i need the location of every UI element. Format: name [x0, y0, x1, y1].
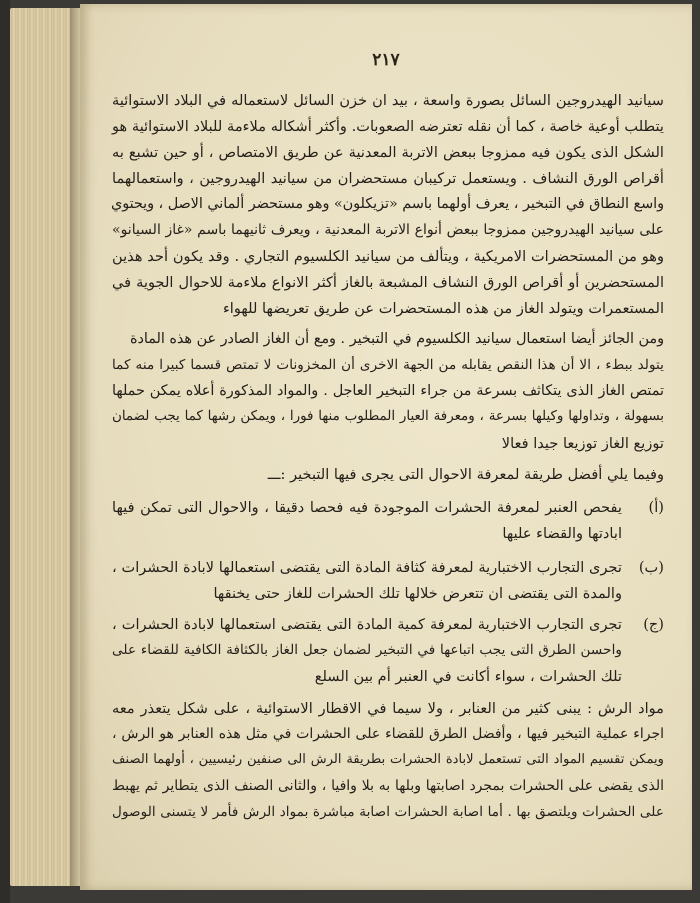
text-line: توزيع الغاز توزيعا جيدا فعالا	[501, 435, 664, 452]
list-marker: (ج)	[643, 616, 664, 633]
text-line: وفيما يلي أفضل طريقة لمعرفة الاحوال التى يجرى فيها التبخير :ـــ	[267, 466, 664, 483]
text-line: والمدة التى يقتضى ان تتعرض خلالها تلك الحشرات للغاز حتى يخنقها	[213, 585, 622, 602]
list-marker: (ب)	[638, 559, 664, 576]
text-line: يتطلب أوعية خاصة ، كما أن نقله تعترضه الصعوبات. وأكثر أشكاله ملاءمة للبلاد الاستوائية هو	[112, 118, 664, 135]
text-line: ابادتها والقضاء عليها	[502, 525, 622, 542]
text-line: وهو من المستحضرات الامريكية ، ويتألف من سيانيد الكلسيوم التجاري . وقد يكون أحد هذين	[112, 248, 664, 265]
page-edges	[10, 8, 78, 886]
text-line: واحسن الطرق التى يجب اتباعها في التبخير لضمان جعل الغاز بالكثافة الكافية للقضاء على	[112, 642, 622, 658]
text-line: يتولد ببطء ، الا أن هذا النقص يقابله من الجهة الاخرى أن المخزونات لا تمتص قسما كبيرا منه كما	[112, 357, 664, 373]
text-line: واسع النطاق في التبخير ، يعرف أولهما باسم «تزيكلون» وهو مستحضر ألماني الاصل ، ويحتوي	[111, 196, 664, 212]
text-line: على سيانيد الهيدروجين ممزوجا ببعض أنواع الاتربة المعدنية ، ويعرف ثانيهما باسم «غاز السيانو»	[112, 222, 664, 238]
text-line: مواد الرش : يبنى كثير من العنابر ، ولا سيما في الاقطار الاستوائية ، على شكل يتعذر معه	[112, 700, 664, 717]
text-line: اجراء عملية التبخير فيها ، وأفضل الطرق للقضاء على الحشرات في مثل هذه العنابر هو الرش ،	[112, 726, 664, 742]
text-line: تلك الحشرات ، سواء أكانت في العنبر أم بين السلع	[314, 668, 622, 685]
book-cover-edge	[0, 0, 10, 903]
text-line: المستحضرين أو أقراص الورق النشاف المشبعة بالغاز أكثر الانواع ملاءمة للاحوال الجوية في	[112, 274, 664, 291]
text-line: بسهولة ، وتداولها وكيلها بسرعة ، ومعرفة العيار المطلوب منها فورا ، ويمكن رشها كما يجب لضمان	[112, 409, 664, 424]
text-line: الذى يقضى على الحشرات بمجرد اصابتها وبلها به بلا وافيا ، والثانى الصنف الذى يتطاير ثم يهبط	[112, 778, 664, 794]
text-line: ومن الجائز أيضا استعمال سيانيد الكلسيوم في التبخير . ومع أن الغاز الصادر عن هذه المادة	[130, 331, 664, 347]
text-line: تجرى التجارب الاختبارية لمعرفة كمية المادة التى يقتضى استعمالها لابادة الحشرات ،	[112, 616, 622, 633]
text-line: يفحص العنبر لمعرفة الحشرات الموجودة فيه فحصا دقيقا ، والاحوال التى تمكن فيها	[112, 499, 622, 516]
text-line: ويمكن تقسيم المواد التى تستعمل لابادة الحشرات بطريقة الرش الى صنفين رئيسيين ، أولهما الصنف	[112, 752, 664, 767]
text-line: على الحشرات ويلتصق بها . أما اصابة الحشرات اصابة مباشرة بمواد الرش فأمر لا يتسنى الوصول	[112, 804, 664, 820]
text-line: تجرى التجارب الاختبارية لمعرفة كثافة المادة التى يقتضى استعمالها لابادة الحشرات ،	[112, 559, 622, 576]
text-line: المستعمرات ويتولد الغاز من هذه المستحضرات عن طريق تعريضها للهواء	[222, 300, 664, 317]
list-marker: (أ)	[648, 499, 664, 516]
text-line: سيانيد الهيدروجين السائل بصورة واسعة ، بيد ان خزن السائل لاستعماله في البلاد الاستوائية	[112, 92, 664, 109]
text-line: الشكل الذى يكون فيه ممزوجا ببعض الاتربة المعدنية عن طريق الامتصاص ، أو حين تشبع به	[112, 144, 664, 161]
text-line: أقراص الورق النشاف . ويستعمل تركيبان مستحضران من سيانيد الهيدروجين ، واستعمالهما	[112, 170, 664, 187]
book-page	[80, 4, 692, 890]
page-number: ٢١٧	[372, 50, 400, 70]
text-line: تمتص الغاز الذى يتكاثف بسرعة من جراء التبخير العاجل . والمواد المذكورة أعلاه يمكن حملها	[112, 383, 664, 399]
